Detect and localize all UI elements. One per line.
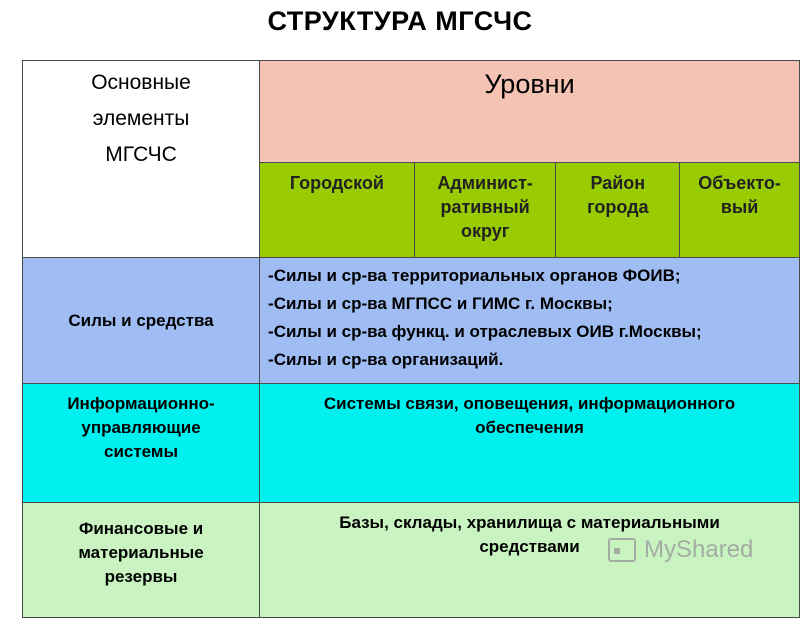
row-label-forces [23,258,260,384]
watermark [608,536,753,564]
elements-header-line: элементы [92,107,190,130]
slide-title: СТРУКТУРА МГСЧС [267,6,533,36]
watermark-text: MyShared [644,536,754,563]
list-item: -Силы и ср-ва МГПСС и ГИМС г. Москвы; [268,294,613,313]
levels-header: Уровни [260,61,800,163]
level-cell-district [414,163,556,258]
structure-table [22,60,800,618]
level-cell-city-area [556,163,680,258]
table-row-forces [23,258,800,384]
info-systems-content [260,384,800,503]
level-cell-object [680,163,800,258]
list-item: -Силы и ср-ва территориальных органов ФОИВ; [268,266,681,285]
row-label-line: резервы [104,567,178,586]
level-line: Объекто- [698,173,781,193]
row-label-line: системы [104,442,179,461]
content-line: Базы, склады, хранилища с материальными [339,513,720,532]
level-line: Админист- [437,173,533,193]
level-line: Городской [289,173,384,193]
elements-header-line: МГСЧС [105,143,177,166]
level-line: города [587,197,649,217]
presentation-icon [608,538,636,562]
row-label-line: Силы и средства [68,310,214,330]
row-label-line: Информационно- [67,394,215,413]
list-item: -Силы и ср-ва организаций. [268,350,504,369]
level-line: округ [460,221,510,241]
level-line: вый [720,197,759,217]
levels-header-row [23,61,800,163]
content-line: Системы связи, оповещения, информационного [323,394,736,413]
table-row-info-systems [23,384,800,503]
row-label-info-systems [23,384,260,503]
forces-list [260,258,800,384]
level-cell-city [260,163,415,258]
level-line: ративный [440,197,530,217]
row-label-line: управляющие [81,418,201,437]
elements-header-cell [23,61,260,258]
elements-header-line: Основные [91,71,191,94]
row-label-reserves [23,503,260,618]
row-label-line: материальные [78,543,204,562]
content-line: средствами [479,537,580,556]
list-item: -Силы и ср-ва функц. и отраслевых ОИВ г.Москвы; [268,322,702,341]
content-line: обеспечения [475,418,584,437]
level-line: Район [590,173,646,193]
row-label-line: Финансовые и [78,519,204,538]
